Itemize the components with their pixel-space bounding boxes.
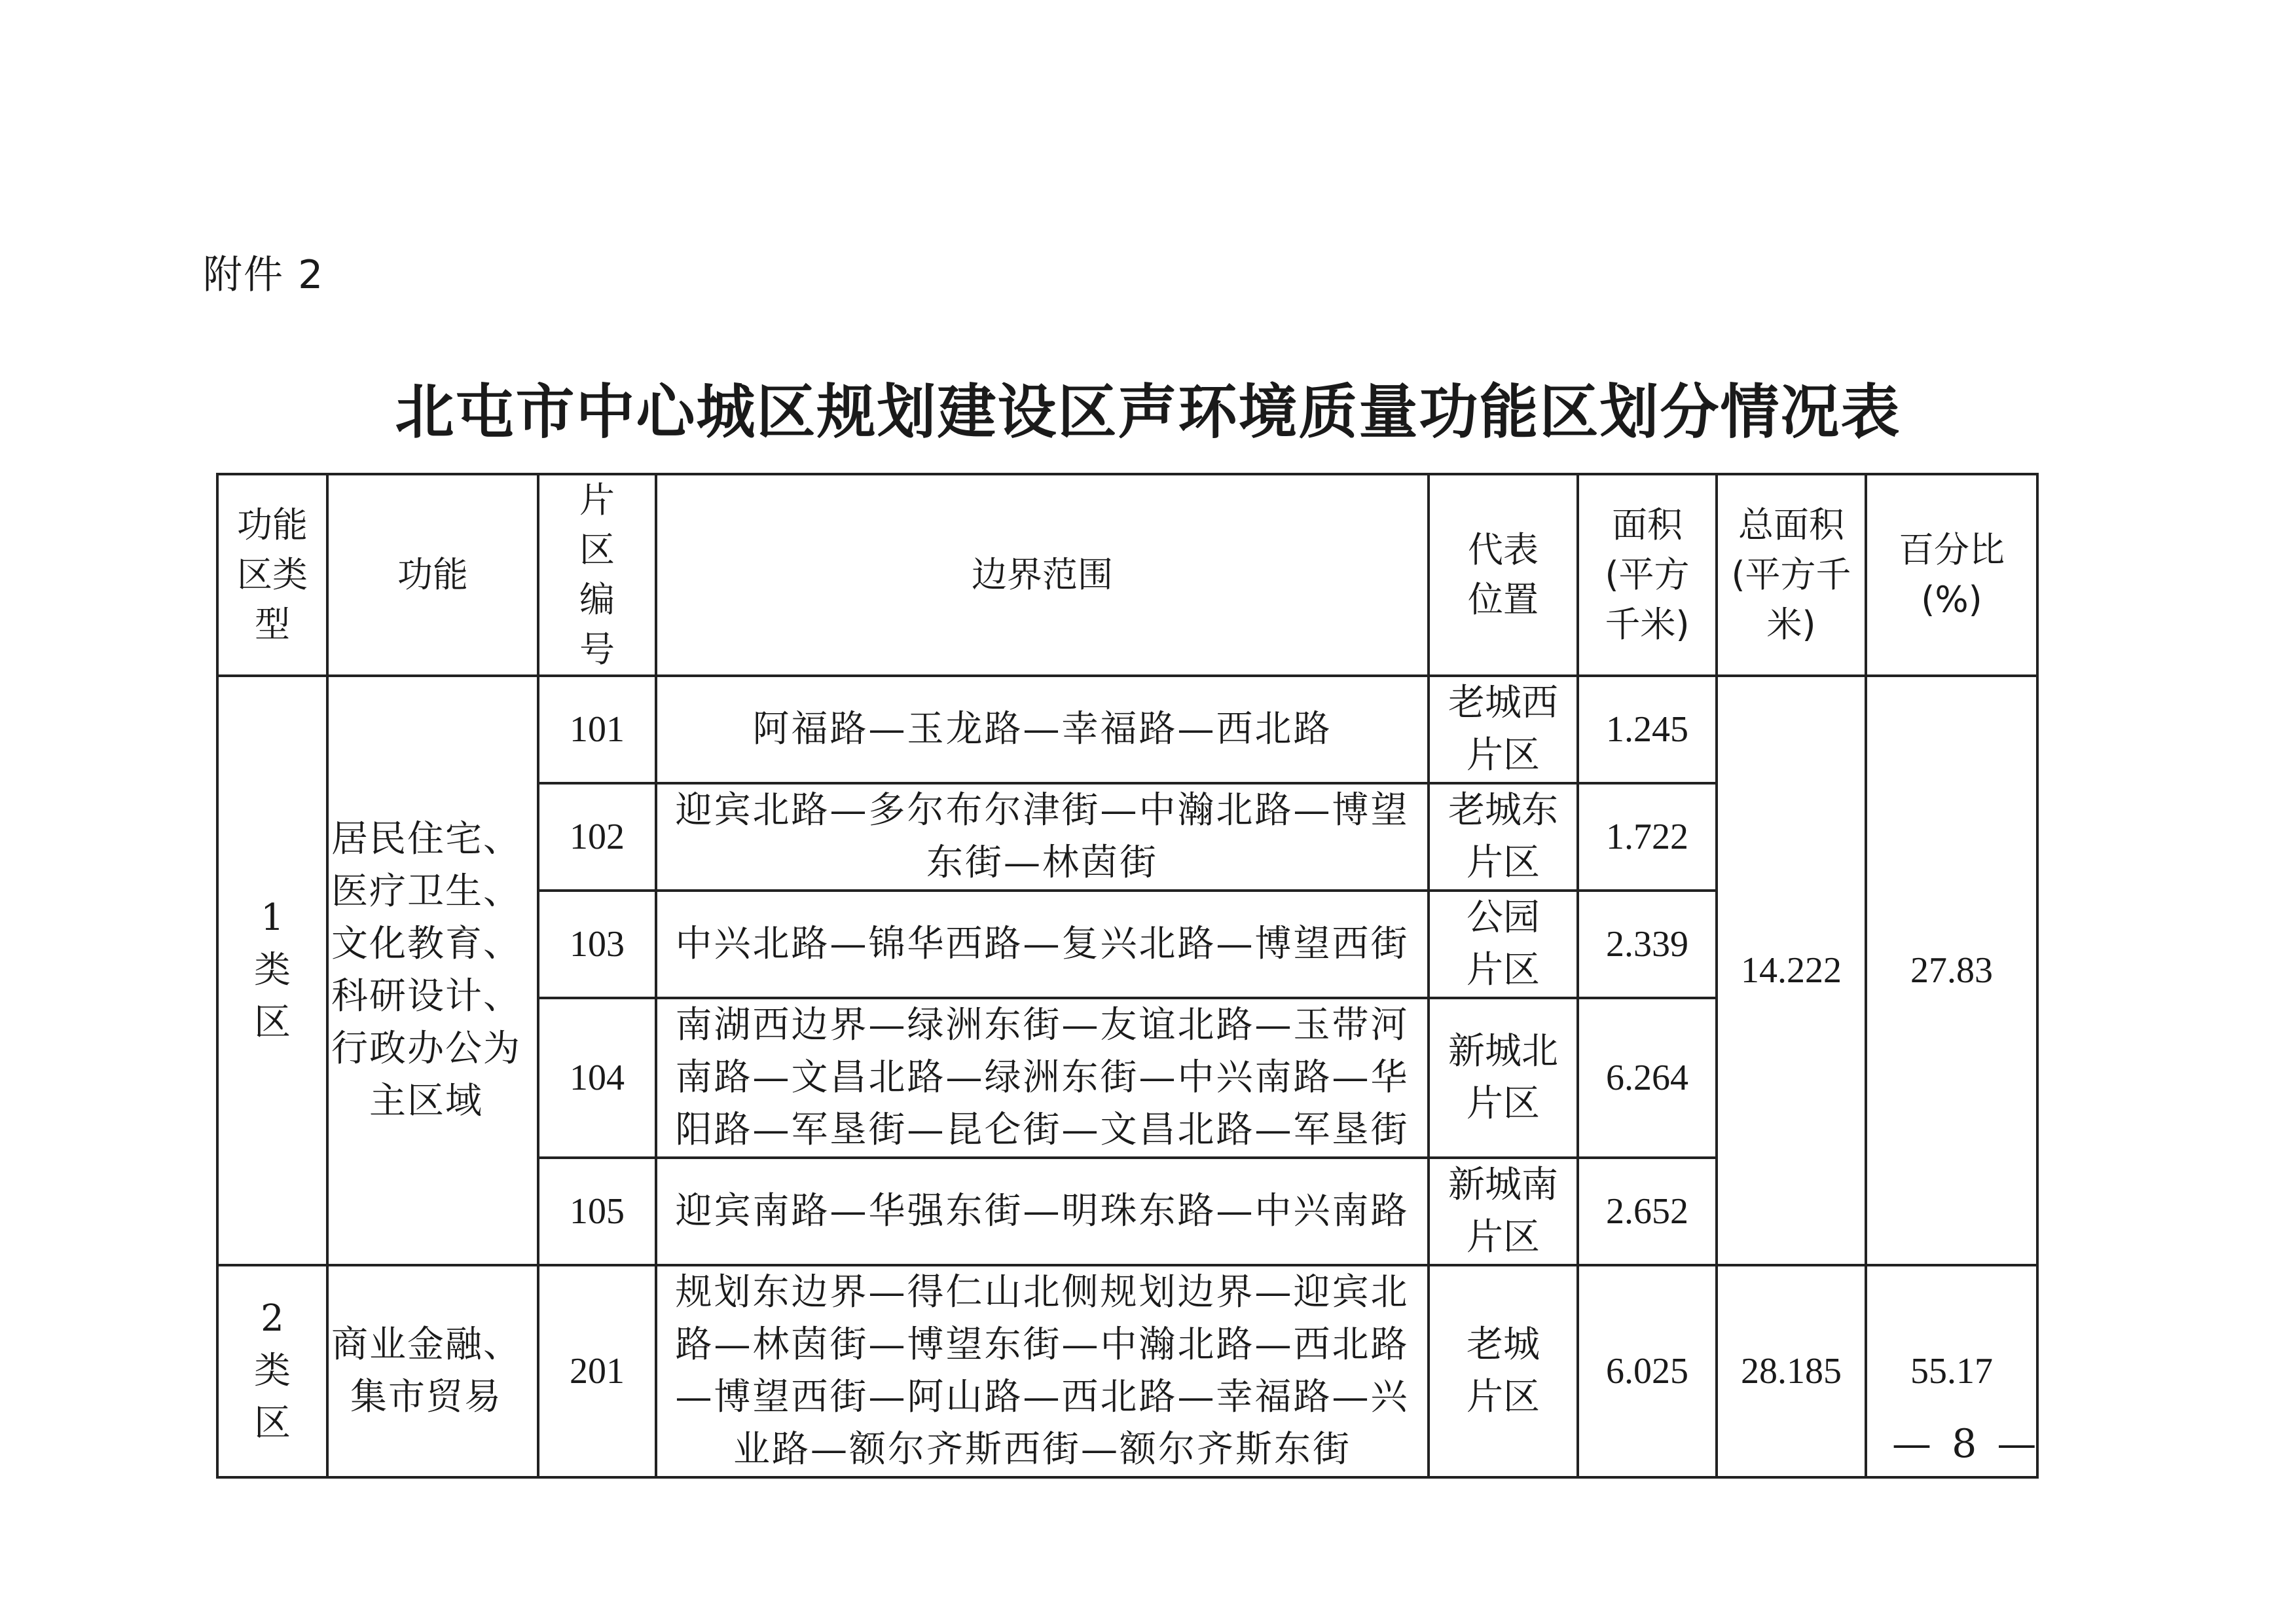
function-cell: 居民住宅、医疗卫生、文化教育、科研设计、行政办公为主区域 bbox=[327, 676, 538, 1265]
header-percent: 百分比(%) bbox=[1866, 474, 2037, 676]
area-cell: 1.722 bbox=[1578, 783, 1717, 891]
boundary-cell: 规划东边界—得仁山北侧规划边界—迎宾北路—林茵街—博望东街—中瀚北路—西北路—博望西街—阿山路—西北路—幸福路—兴业路—额尔齐斯西街—额尔齐斯东街 bbox=[656, 1265, 1429, 1477]
percent-cell: 27.83 bbox=[1866, 676, 2037, 1265]
area-code-cell: 102 bbox=[538, 783, 656, 891]
zone-type-cell: 1类区 bbox=[217, 676, 327, 1265]
area-cell: 2.339 bbox=[1578, 891, 1717, 998]
location-cell: 公园片区 bbox=[1429, 891, 1578, 998]
area-code-cell: 103 bbox=[538, 891, 656, 998]
boundary-cell: 中兴北路—锦华西路—复兴北路—博望西街 bbox=[656, 891, 1429, 998]
total-area-cell: 28.185 bbox=[1717, 1265, 1866, 1477]
header-total-area: 总面积(平方千米) bbox=[1717, 474, 1866, 676]
area-code-cell: 105 bbox=[538, 1158, 656, 1265]
percent-cell: 55.17 bbox=[1866, 1265, 2037, 1477]
location-cell: 新城北片区 bbox=[1429, 998, 1578, 1158]
header-area-code: 片区编号 bbox=[538, 474, 656, 676]
page-number: — 8 — bbox=[1892, 1421, 2041, 1467]
boundary-cell: 南湖西边界—绿洲东街—友谊北路—玉带河南路—文昌北路—绿洲东街—中兴南路—华阳路—军垦街—昆仑街—文昌北路—军垦街 bbox=[656, 998, 1429, 1158]
location-cell: 老城东片区 bbox=[1429, 783, 1578, 891]
area-code-cell: 201 bbox=[538, 1265, 656, 1477]
header-location: 代表位置 bbox=[1429, 474, 1578, 676]
area-cell: 6.264 bbox=[1578, 998, 1717, 1158]
area-code-cell: 101 bbox=[538, 676, 656, 783]
location-cell: 老城片区 bbox=[1429, 1265, 1578, 1477]
area-cell: 2.652 bbox=[1578, 1158, 1717, 1265]
boundary-cell: 阿福路—玉龙路—幸福路—西北路 bbox=[656, 676, 1429, 783]
attachment-label: 附件 2 bbox=[203, 252, 325, 298]
area-cell: 1.245 bbox=[1578, 676, 1717, 783]
area-code-cell: 104 bbox=[538, 998, 656, 1158]
header-area: 面积(平方千米) bbox=[1578, 474, 1717, 676]
boundary-cell: 迎宾南路—华强东街—明珠东路—中兴南路 bbox=[656, 1158, 1429, 1265]
header-function: 功能 bbox=[327, 474, 538, 676]
table-header-row bbox=[217, 474, 2037, 676]
location-cell: 老城西片区 bbox=[1429, 676, 1578, 783]
area-cell: 6.025 bbox=[1578, 1265, 1717, 1477]
header-boundary: 边界范围 bbox=[656, 474, 1429, 676]
zone-type-cell: 2类区 bbox=[217, 1265, 327, 1477]
zone-table bbox=[216, 473, 2039, 1479]
header-zone-type: 功能区类型 bbox=[217, 474, 327, 676]
total-area-cell: 14.222 bbox=[1717, 676, 1866, 1265]
boundary-cell: 迎宾北路—多尔布尔津街—中瀚北路—博望东街—林茵街 bbox=[656, 783, 1429, 891]
table-row bbox=[217, 1265, 2037, 1477]
function-cell: 商业金融、集市贸易 bbox=[327, 1265, 538, 1477]
location-cell: 新城南片区 bbox=[1429, 1158, 1578, 1265]
table-row bbox=[217, 676, 2037, 783]
document-title: 北屯市中心城区规划建设区声环境质量功能区划分情况表 bbox=[395, 378, 1901, 447]
